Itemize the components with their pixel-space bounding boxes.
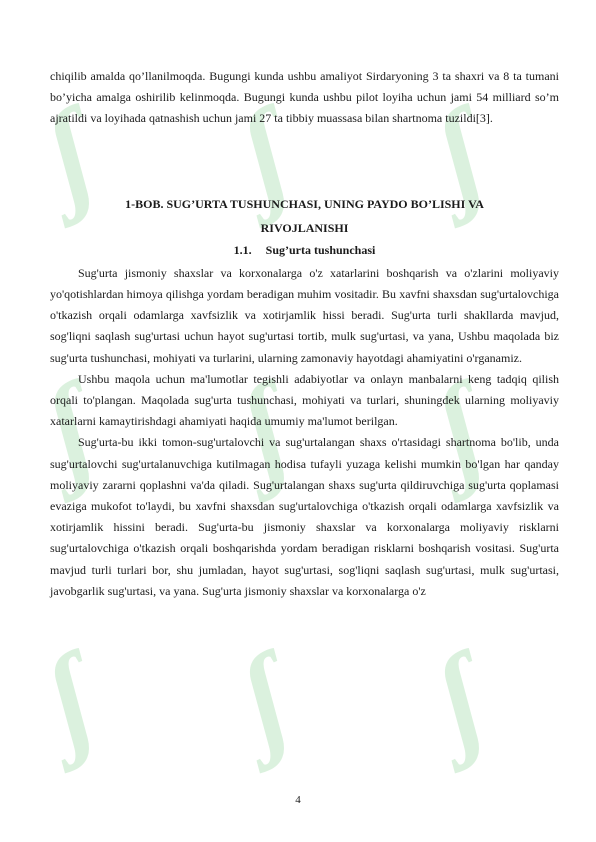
intro-paragraph: chiqilib amalda qo’llanilmoqda. Bugungi kunda ushbu amaliyot Sirdaryoning 3 ta shaxri va 8 ta tumani bo’yicha amalga oshirilib kelinmoqda. Bugungi kunda ushbu pilot loyiha uchun jami 54 milliard so’m ajratildi va loyihada qatnashish uchun jami 27 ta tibbiy muassasa bilan shartnoma tuzildi[3]. bbox=[50, 69, 559, 126]
watermark-logo: ʃ bbox=[218, 85, 311, 224]
watermark-logo: ʃ bbox=[413, 360, 506, 499]
chapter-heading-line-2: RIVOJLANISHI bbox=[260, 220, 349, 235]
watermark-logo: ʃ bbox=[413, 630, 506, 769]
section-number: 1.1. bbox=[233, 242, 252, 257]
section-gap bbox=[50, 130, 559, 192]
watermark-logo: ʃ bbox=[23, 630, 116, 769]
section-heading bbox=[50, 240, 559, 261]
watermark-logo: ʃ bbox=[23, 360, 116, 499]
body-paragraph: Sug'urta jismoniy shaxslar va korxonalarga o'z xatarlarini boshqarish va o'zlarini moliyaviy yo'qotishlardan himoya qilishga yordam beradigan muhim vositadir. Bu xavfni shaxsdan sug'urtalovchiga o'tkazish orqali odamlarga xavfsizlik va xotirjamlik hissi beradi. Sug'urta turli shakllarda mavjud, sog'liqni saqlash sug'urtasi uchun hayot sug'urtasi tortib, mulk sug'urtasi, va yana, Ushbu maqolada biz sug'urta tushunchasi, mohiyati va turlarini, ularning zamonaviy hayotdagi ahamiyatini o'rganamiz. bbox=[50, 265, 559, 365]
watermark-logo: ʃ bbox=[218, 630, 311, 769]
watermark-logo: ʃ bbox=[413, 85, 506, 224]
chapter-heading bbox=[50, 192, 559, 240]
section-title: Sug’urta tushunchasi bbox=[265, 242, 376, 257]
chapter-heading-line-1: 1-BOB. SUG’URTA TUSHUNCHASI, UNING PAYDO BO’LISHI VA bbox=[125, 196, 484, 211]
body-paragraph: Ushbu maqola uchun ma'lumotlar tegishli adabiyotlar va onlayn manbalarni keng tadqiq qilish orqali to'plangan. Maqolada sug'urta tushunchasi, mohiyati va turlari, shuningdek ularning moliyaviy xatarlarni kamaytirishdagi ahamiyati haqida umumiy ma'lumot berilgan. bbox=[50, 371, 559, 429]
page-number: 4 bbox=[295, 794, 301, 806]
watermark-logo: ʃ bbox=[218, 360, 311, 499]
document-page bbox=[50, 66, 559, 602]
watermark-logo: ʃ bbox=[23, 85, 116, 224]
body-paragraph: Sug'urta-bu ikki tomon-sug'urtalovchi va sug'urtalangan shaxs o'rtasidagi shartnoma bo'lib, unda sug'urtalovchi sug'urtalanuvchiga kutilmagan hodisa tufayli yuzaga kelishi mumkin bo'lgan har qanday moliyaviy zararni qoplashni va'da qiladi. Sug'urtalangan shaxs sug'urta qildiruvchiga sug'urta qoplamasi evaziga mukofot to'laydi, bu xavfni shaxsdan sug'urtalovchiga o'tkazish orqali odamlarga xavfsizlik va xotirjamlik hissini beradi. Sug'urta-bu jismoniy shaxslar va korxonalarga moliyaviy risklarni sug'urtalovchiga o'tkazish orqali boshqarishda yordam beradigan risklarni boshqarish vositasi. Sug'urta mavjud turli turlari bor, shu jumladan, hayot sug'urtasi, sog'liqni saqlash sug'urtasi, mulk sug'urtasi, javobgarlik sug'urtasi, va yana. Sug'urta jismoniy shaxslar va korxonalarga o'z bbox=[50, 435, 559, 598]
